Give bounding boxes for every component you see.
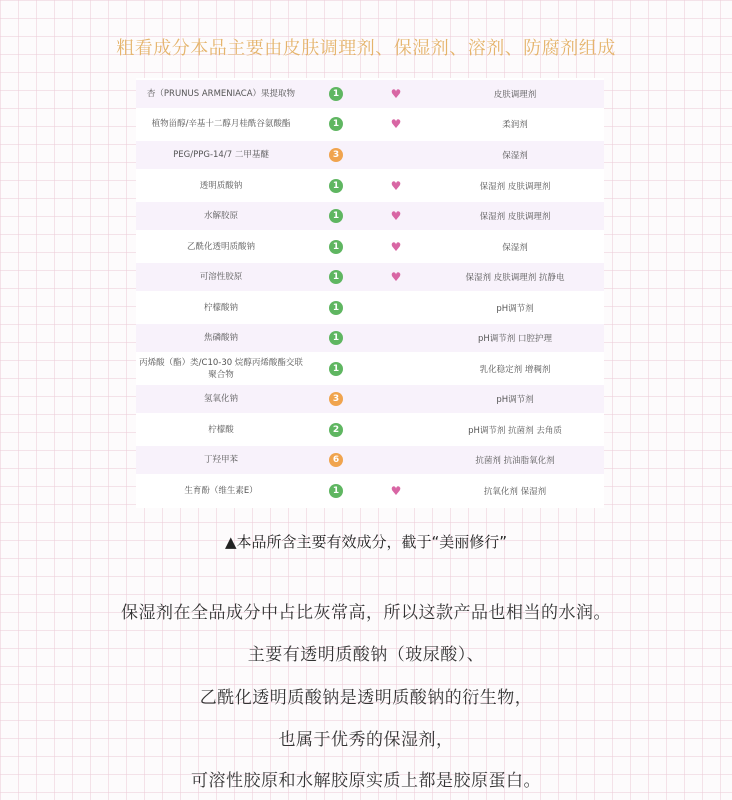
ingredient-purpose: 柔润剂 <box>502 120 528 130</box>
safety-score-badge: 1 <box>329 362 343 376</box>
active-ingredient-heart-icon: ♥ <box>390 240 402 254</box>
ingredient-name: 透明质酸钠 <box>199 181 243 191</box>
ingredient-table <box>136 78 604 508</box>
ingredient-name: 丙烯酸（酯）类/C10-30 烷醇丙烯酸酯交联聚合物 <box>139 358 303 380</box>
active-ingredient-heart-icon: ♥ <box>390 179 402 193</box>
safety-score-badge: 1 <box>329 240 343 254</box>
ingredient-purpose: 乳化稳定剂 增稠剂 <box>479 365 551 375</box>
table-row <box>136 385 604 413</box>
table-row <box>136 446 604 474</box>
active-ingredient-heart-icon: ♥ <box>390 209 402 223</box>
ingredient-name: 可溶性胶原 <box>199 272 243 282</box>
active-ingredient-heart-icon: ♥ <box>390 484 402 498</box>
safety-score-badge: 3 <box>329 148 343 162</box>
safety-score-badge: 2 <box>329 423 343 437</box>
safety-score-badge: 1 <box>329 270 343 284</box>
safety-score-badge: 1 <box>329 209 343 223</box>
table-row <box>136 416 604 444</box>
safety-score-badge: 1 <box>329 301 343 315</box>
active-ingredient-heart-icon: ♥ <box>390 87 402 101</box>
active-ingredient-heart-icon: ♥ <box>390 270 402 284</box>
ingredient-purpose: 保湿剂 皮肤调理剂 抗静电 <box>465 273 565 283</box>
ingredient-purpose: pH调节剂 <box>496 395 534 405</box>
table-row <box>136 294 604 322</box>
ingredient-name: 水解胶原 <box>203 211 238 221</box>
ingredient-name: 乙酰化透明质酸钠 <box>186 242 255 252</box>
table-row <box>136 477 604 505</box>
table-row <box>136 263 604 291</box>
page-title: 粗看成分本品主要由皮肤调理剂、保湿剂、溶剂、防腐剂组成 <box>116 38 616 59</box>
safety-score-badge: 1 <box>329 87 343 101</box>
ingredient-purpose: 皮肤调理剂 <box>493 90 537 100</box>
ingredient-purpose: pH调节剂 口腔护理 <box>478 334 552 344</box>
safety-score-badge: 1 <box>329 331 343 345</box>
table-row <box>136 355 604 383</box>
ingredient-purpose: 保湿剂 <box>502 243 528 253</box>
table-caption: ▲本品所含主要有效成分，截于“美丽修行” <box>224 533 508 551</box>
paragraph-line: 保湿剂在全品成分中占比灰常高，所以这款产品也相当的水润。 <box>121 603 611 623</box>
ingredient-name: 生育酚（维生素E） <box>184 486 258 496</box>
ingredient-name: 植物甾醇/辛基十二醇月桂酰谷氨酸酯 <box>151 119 291 129</box>
ingredient-purpose: 保湿剂 <box>502 151 528 161</box>
ingredient-purpose: 抗菌剂 抗油脂氧化剂 <box>475 456 555 466</box>
ingredient-name: 杏（PRUNUS ARMENIACA）果提取物 <box>146 89 296 99</box>
table-row <box>136 110 604 138</box>
paragraph-line: 乙酰化透明质酸钠是透明质酸钠的衍生物， <box>199 688 533 708</box>
table-row <box>136 233 604 261</box>
table-row <box>136 172 604 200</box>
ingredient-purpose: 抗氧化剂 保湿剂 <box>483 487 547 497</box>
ingredient-name: 焦磷酸钠 <box>203 333 238 343</box>
ingredient-name: 氢氧化钠 <box>203 394 238 404</box>
ingredient-purpose: pH调节剂 <box>496 304 534 314</box>
safety-score-badge: 1 <box>329 117 343 131</box>
ingredient-purpose: 保湿剂 皮肤调理剂 <box>479 212 551 222</box>
safety-score-badge: 1 <box>329 484 343 498</box>
table-row <box>136 80 604 108</box>
paragraph-line: 主要有透明质酸钠（玻尿酸）、 <box>247 645 485 665</box>
safety-score-badge: 1 <box>329 179 343 193</box>
ingredient-name: PEG/PPG-14/7 二甲基醚 <box>173 150 269 160</box>
table-row <box>136 202 604 230</box>
safety-score-badge: 6 <box>329 453 343 467</box>
table-row <box>136 141 604 169</box>
ingredient-name: 柠檬酸 <box>208 425 234 435</box>
ingredient-name: 柠檬酸钠 <box>203 303 238 313</box>
ingredient-name: 丁羟甲苯 <box>203 455 238 465</box>
ingredient-purpose: 保湿剂 皮肤调理剂 <box>479 182 551 192</box>
table-row <box>136 324 604 352</box>
paragraph-line: 可溶性胶原和水解胶原实质上都是胶原蛋白。 <box>191 771 541 791</box>
ingredient-purpose: pH调节剂 抗菌剂 去角质 <box>468 426 562 436</box>
safety-score-badge: 3 <box>329 392 343 406</box>
active-ingredient-heart-icon: ♥ <box>390 117 402 131</box>
paragraph-line: 也属于优秀的保湿剂， <box>278 730 454 750</box>
